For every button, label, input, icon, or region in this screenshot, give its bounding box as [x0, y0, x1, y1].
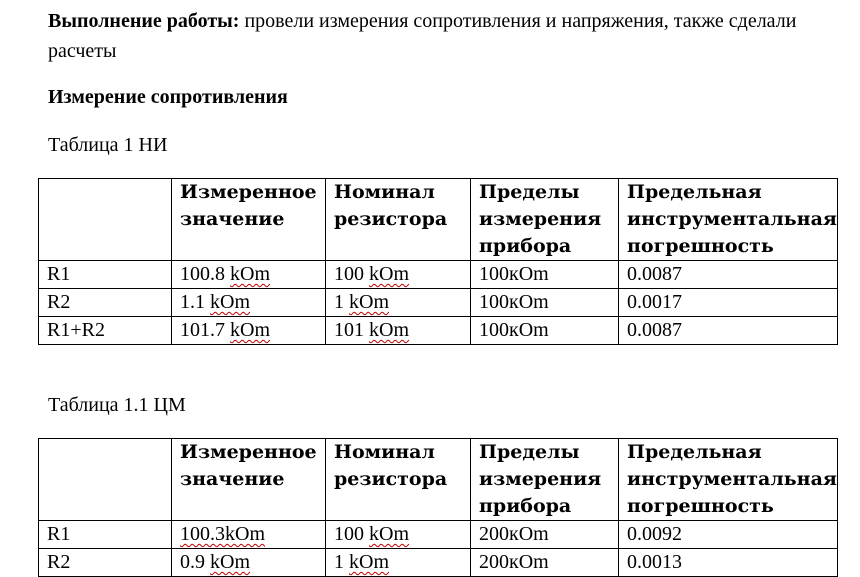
table2-header-nominal: Номинал резистора [326, 439, 471, 521]
row-name: R2 [39, 289, 172, 317]
error-cell: 0.0087 [619, 261, 838, 289]
error-cell: 0.0087 [619, 317, 838, 345]
spellcheck-underline: kOm [369, 263, 409, 285]
spellcheck-underline: 100.3kOm [180, 523, 265, 545]
table1 [38, 178, 838, 345]
nominal-cell [326, 289, 471, 317]
spellcheck-underline: kOm [210, 551, 250, 573]
measured-cell [172, 549, 326, 577]
table2-header-measured: Измеренное значение [172, 439, 326, 521]
measured-value: 1.1 kOm [180, 291, 250, 313]
spellcheck-underline: kOm [210, 291, 250, 313]
error-cell: 0.0017 [619, 289, 838, 317]
nominal-value: 101 kOm [334, 319, 409, 341]
table1-header-range: Пределы измерения прибора [471, 179, 619, 261]
table2-caption: Таблица 1.1 ЦМ [48, 394, 186, 416]
measured-value: 100.8 kOm [180, 263, 270, 285]
intro-bold-label: Выполнение работы: [48, 10, 240, 32]
table1-caption: Таблица 1 НИ [48, 134, 168, 156]
nominal-value: 100 kOm [334, 263, 409, 285]
error-cell: 0.0092 [619, 521, 838, 549]
measured-value [180, 523, 265, 545]
table2-header-row [39, 439, 838, 521]
table1-header-error: Предельная инструментальная погрешность [619, 179, 838, 261]
measured-value: 101.7 kOm [180, 319, 270, 341]
intro-paragraph [48, 6, 828, 66]
table2-header-name [39, 439, 172, 521]
row-name: R1+R2 [39, 317, 172, 345]
measured-cell [172, 521, 326, 549]
nominal-value: 100 kOm [334, 523, 409, 545]
table1-header-measured: Измеренное значение [172, 179, 326, 261]
nominal-cell [326, 549, 471, 577]
nominal-value: 1 kOm [334, 291, 389, 313]
nominal-cell [326, 317, 471, 345]
table-row [39, 261, 838, 289]
table-row [39, 549, 838, 577]
range-cell: 100кОm [471, 261, 619, 289]
error-cell: 0.0013 [619, 549, 838, 577]
nominal-cell [326, 521, 471, 549]
range-cell: 100кОm [471, 289, 619, 317]
range-cell: 200кОm [471, 549, 619, 577]
table2-header-error: Предельная инструментальная погрешность [619, 439, 838, 521]
measured-cell [172, 317, 326, 345]
table1-header-nominal: Номинал резистора [326, 179, 471, 261]
table1-header-row [39, 179, 838, 261]
measured-value: 0.9 kOm [180, 551, 250, 573]
spellcheck-underline: kOm [369, 523, 409, 545]
row-name: R1 [39, 521, 172, 549]
nominal-cell [326, 261, 471, 289]
table-row [39, 289, 838, 317]
section-heading: Измерение сопротивления [48, 86, 288, 108]
spellcheck-underline: kOm [349, 551, 389, 573]
spellcheck-underline: kOm [230, 263, 270, 285]
table2-header-range: Пределы измерения прибора [471, 439, 619, 521]
spellcheck-underline: kOm [230, 319, 270, 341]
table1-header-name [39, 179, 172, 261]
table2 [38, 438, 838, 577]
measured-cell [172, 261, 326, 289]
range-cell: 100кОm [471, 317, 619, 345]
row-name: R1 [39, 261, 172, 289]
table-row [39, 521, 838, 549]
row-name: R2 [39, 549, 172, 577]
intro-text: провели измерения сопротивления и напряжения, также сделали расчеты [48, 10, 797, 62]
nominal-value: 1 kOm [334, 551, 389, 573]
measured-cell [172, 289, 326, 317]
spellcheck-underline: kOm [349, 291, 389, 313]
table-row [39, 317, 838, 345]
range-cell: 200кОm [471, 521, 619, 549]
spellcheck-underline: kOm [369, 319, 409, 341]
